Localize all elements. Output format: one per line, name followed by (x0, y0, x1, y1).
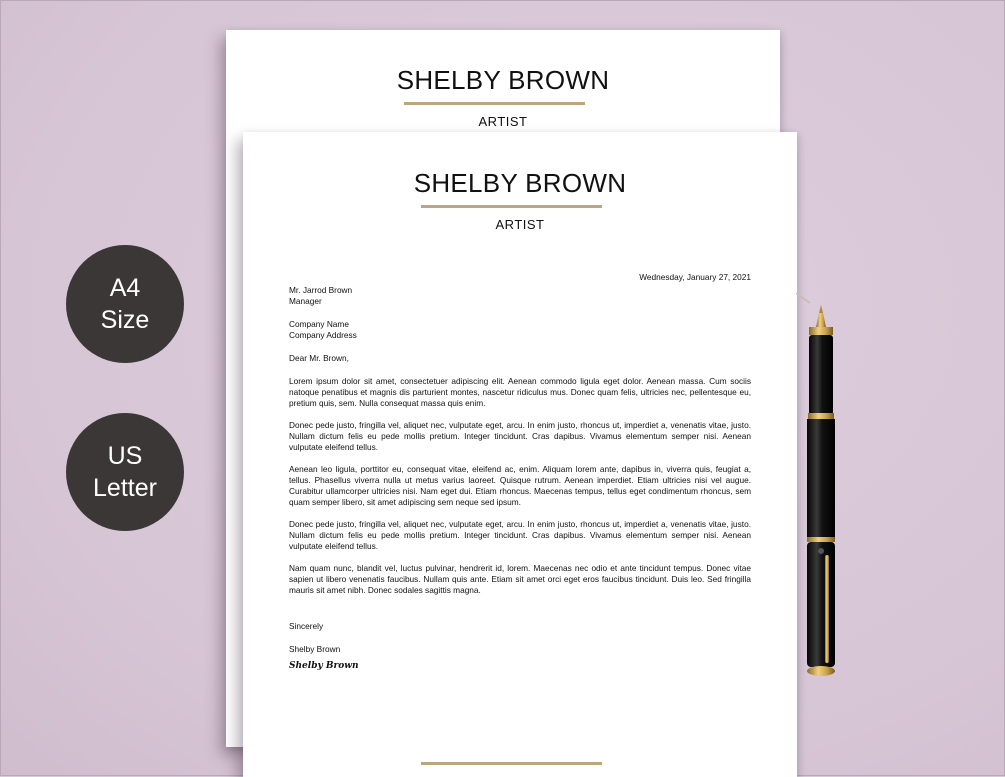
a4-size-badge (66, 245, 184, 363)
signer-name: Shelby Brown (289, 644, 341, 654)
badge-a4-line2: Size (100, 306, 150, 334)
recipient-title: Manager (289, 296, 322, 306)
front-page-name: SHELBY BROWN (413, 168, 627, 198)
letter-paragraph: Donec pede justo, fringilla vel, aliquet nec, vulputate eget, arcu. In enim justo, rhoncus ut, imperdiet a, venenatis vitae, justo. Nullam dictum felis eu pede mollis pretium. Integer tincidunt. Cras dapibus. Vivamus elementum semper nisi. Aenean vulputate eleifend tellus. (289, 519, 751, 551)
signature: Shelby Brown (289, 661, 359, 671)
badge-us-line2: Letter (93, 474, 157, 502)
company-address: Company Address (289, 330, 357, 340)
front-page-bottom-rule (421, 762, 602, 765)
company-block (289, 319, 751, 341)
letter-paragraph: Aenean leo ligula, porttitor eu, consequat vitae, eleifend ac, enim. Aliquam lorem ante, dapibus in, viverra quis, feugiat a, tellus. Phasellus viverra nulla ut metus varius laoreet. Quisque rutrum. Aenean imperdiet. Etiam ultricies nisi vel augue. Curabitur ullamcorper ultricies nisi. Nam eget dui. Etiam rhoncus. Maecenas tempus, tellus eget condimentum rhoncus, sem quam semper libero, sit amet adipiscing sem neque sed ipsum. (289, 464, 751, 507)
letter-date: Wednesday, January 27, 2021 (639, 272, 751, 282)
letter-paragraph: Lorem ipsum dolor sit amet, consectetuer adipiscing elit. Aenean commodo ligula eget dolor. Aenean massa. Cum sociis natoque penatibus et magnis dis parturient montes, nascetur ridiculus mus. Donec quam felis, ultricies nec, pellentesque eu, pretium quis, sem. Nulla consequat massa quis enim. (289, 376, 751, 408)
pen-icon (796, 293, 846, 688)
front-page-accent-rule (421, 205, 602, 208)
letter-body (289, 272, 751, 672)
letter-paragraph: Donec pede justo, fringilla vel, aliquet nec, vulputate eget, arcu. In enim justo, rhoncus ut, imperdiet a, venenatis vitae, justo. Nullam dictum felis eu pede mollis pretium. Integer tincidunt. Cras dapibus. Vivamus elementum semper nisi. Aenean vulputate eleifend tellus. (289, 420, 751, 452)
us-letter-badge (66, 413, 184, 531)
letter-paragraph: Nam quam nunc, blandit vel, luctus pulvinar, hendrerit id, lorem. Maecenas nec odio et ante tincidunt tempus. Donec vitae sapien ut libero venenatis faucibus. Nullam quis ante. Etiam sit amet orci eget eros faucibus tincidunt. Duis leo. Sed fringilla mauris sit amet nibh. Donec sodales sagittis magna. (289, 563, 751, 595)
front-page-role: ARTIST (495, 217, 545, 232)
closing: Sincerely (289, 621, 324, 631)
salutation: Dear Mr. Brown, (289, 353, 349, 363)
back-page-name: SHELBY BROWN (396, 65, 610, 95)
front-page-letter (243, 132, 797, 777)
back-page-accent-rule (404, 102, 585, 105)
recipient-name: Mr. Jarrod Brown (289, 285, 353, 295)
badge-us-line1: US (107, 442, 143, 470)
back-page-role: ARTIST (478, 114, 528, 129)
recipient-block (289, 285, 751, 307)
company-name: Company Name (289, 319, 349, 329)
badge-a4-line1: A4 (109, 274, 141, 302)
